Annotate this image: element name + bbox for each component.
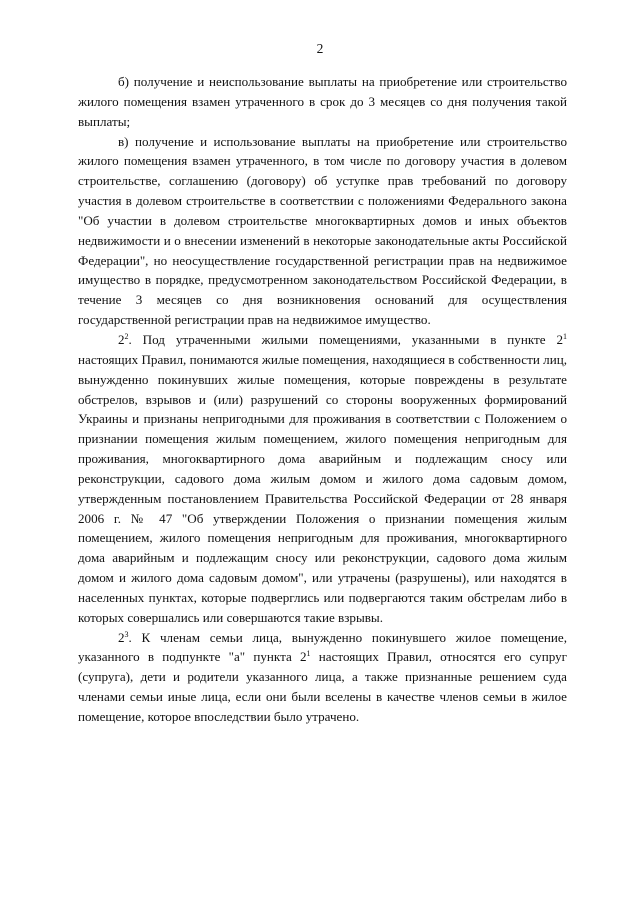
item-number: 2 [118, 331, 125, 347]
paragraph-text: . К членам семьи лица, вынужденно покинувшего жилое помещение, указанного в подпункте "а" пункта 2 [78, 629, 567, 665]
paragraph-item-2-3 [78, 628, 567, 727]
paragraph-subitem-b: б) получение и неиспользование выплаты на приобретение или строительство жилого помещения взамен утраченного в срок до 3 месяцев со дня получения такой выплаты; [78, 74, 567, 129]
item-number-superscript: 2 [124, 331, 129, 341]
item-number: 2 [118, 629, 125, 645]
page-number: 2 [316, 41, 324, 56]
paragraph-text: . Под утраченными жилыми помещениями, указанными в пункте 2 [128, 331, 563, 347]
paragraph-text: настоящих Правил, относятся его супруг (супруга), дети и родители указанного лица, а также признанные решением суда членами семьи иные лица, если они были вселены в качестве членов семьи в жилое помещение, которое впоследствии было утрачено. [78, 649, 567, 724]
paragraph-text: настоящих Правил, понимаются жилые помещения, находящиеся в собственности лиц, вынужденно покинувших жилые помещения, которые повреждены в результате обстрелов, взрывов и (или) разрушений со стороны вооруженных формирований Украины и признаны непригодными для проживания в соответствии с Положением о признании помещения жилым помещением, жилого помещения непригодным для проживания, многоквартирного дома аварийным и подлежащим сносу или реконструкции, садового дома жилым домом и жилого дома садовым домом, утвержденным постановлением Правительства Российской Федерации от 28 января 2006 г. № 47 "Об утверждении Положения о признании помещения жилым помещением, жилого помещения непригодным для проживания, многоквартирного дома аварийным и подлежащим сносу или реконструкции, садового дома жилым домом и жилого дома садовым домом", или утрачены (разрушены), или находятся в населенных пунктах, которые подверглись или подвергаются таким обстрелам либо в которых совершались или совершаются такие взрывы. [78, 351, 567, 625]
paragraph-subitem-v: в) получение и использование выплаты на приобретение или строительство жилого помещения взамен утраченного, в том числе по договору участия в долевом строительстве, соглашению (договору) об уступке прав требований по договору участия в долевом строительстве в соответствии с положениями Федерального закона "Об участии в долевом строительстве многоквартирных домов и иных объектов недвижимости и о внесении изменений в некоторые законодательные акты Российской Федерации", но неосуществление государственной регистрации прав на недвижимое имущество в порядке, предусмотренном законодательством Российской Федерации, в течение 3 месяцев со дня возникновения оснований для осуществления государственной регистрации прав на недвижимое имущество. [78, 133, 567, 328]
item-number-superscript: 3 [124, 629, 129, 639]
reference-superscript: 1 [563, 331, 567, 341]
paragraph-item-2-2 [78, 330, 567, 628]
document-body [78, 72, 567, 727]
reference-superscript: 1 [306, 649, 311, 659]
